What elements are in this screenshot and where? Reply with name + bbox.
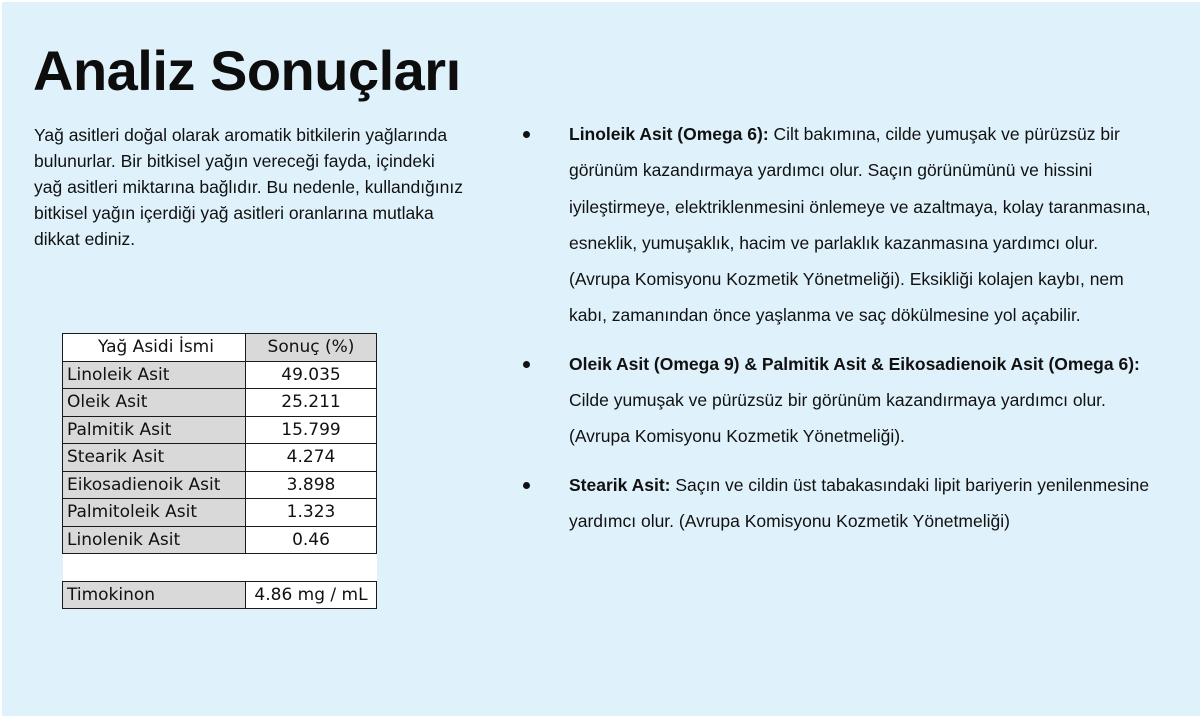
table-header-row	[63, 334, 377, 362]
acid-value-cell: 1.323	[246, 499, 377, 527]
table-row	[63, 361, 377, 389]
thymoquinone-value-cell: 4.86 mg / mL	[246, 581, 377, 609]
benefits-list	[517, 116, 1157, 539]
table-row	[63, 444, 377, 472]
acid-value-cell: 49.035	[246, 361, 377, 389]
table-row	[63, 499, 377, 527]
fatty-acid-table	[62, 333, 377, 609]
table-row	[63, 416, 377, 444]
bullet-heading: Linoleik Asit (Omega 6):	[569, 124, 769, 144]
acid-name-cell: Linolenik Asit	[63, 526, 246, 554]
thymoquinone-row	[63, 581, 377, 609]
acid-value-cell: 3.898	[246, 471, 377, 499]
list-item	[517, 346, 1157, 455]
bullet-icon	[523, 131, 530, 138]
bullet-heading: Stearik Asit:	[569, 474, 671, 495]
bullet-icon	[523, 482, 530, 489]
acid-name-cell: Linoleik Asit	[63, 361, 246, 389]
spacer-cell	[246, 554, 377, 582]
table-row	[63, 471, 377, 499]
acid-name-cell: Palmitik Asit	[63, 416, 246, 444]
page-title: Analiz Sonuçları	[33, 39, 461, 102]
table-row	[63, 526, 377, 554]
bullet-icon	[523, 361, 530, 368]
acid-value-cell: 4.274	[246, 444, 377, 472]
acid-name-cell: Eikosadienoik Asit	[63, 471, 246, 499]
acid-name-cell: Stearik Asit	[63, 444, 246, 472]
column-header-result: Sonuç (%)	[246, 334, 377, 362]
list-item	[517, 467, 1157, 540]
thymoquinone-name-cell: Timokinon	[63, 581, 246, 609]
acid-name-cell: Oleik Asit	[63, 389, 246, 417]
intro-paragraph: Yağ asitleri doğal olarak aromatik bitkilerin yağlarında bulunurlar. Bir bitkisel yağın vereceği fayda, içindeki yağ asitleri miktarına bağlıdır. Bu nedenle, kullandığınız bitkisel yağın içerdiği yağ asitleri oranlarına mutlaka dikkat ediniz.	[34, 125, 463, 249]
bullet-text: Saçın ve cildin üst tabakasındaki lipit bariyerin yenilenmesine yardımcı olur. (Avrupa Komisyonu Kozmetik Yönetmeliği)	[569, 474, 1150, 531]
table-spacer-row	[63, 554, 377, 582]
spacer-cell	[63, 554, 246, 582]
list-item	[517, 116, 1157, 334]
table-row	[63, 389, 377, 417]
bullet-heading: Oleik Asit (Omega 9) & Palmitik Asit & Eikosadienoik Asit (Omega 6):	[569, 353, 1140, 374]
acid-value-cell: 0.46	[246, 526, 377, 554]
column-header-name: Yağ Asidi İsmi	[63, 334, 246, 362]
acid-value-cell: 15.799	[246, 416, 377, 444]
slide-background	[2, 2, 1200, 716]
acid-name-cell: Palmitoleik Asit	[63, 499, 246, 527]
bullet-text: Cilde yumuşak ve pürüzsüz bir görünüm kazandırmaya yardımcı olur. (Avrupa Komisyonu Kozmetik Yönetmeliği).	[569, 390, 1106, 447]
acid-value-cell: 25.211	[246, 389, 377, 417]
bullet-text: Cilt bakımına, cilde yumuşak ve pürüzsüz bir görünüm kazandırmaya yardımcı olur. Saçın görünümünü ve hissini iyileştirmeye, elektriklenmesini önlemeye ve azaltmaya, kolay taranmasına, esneklik, yumuşaklık, hacim ve parlaklık kazanmasına yardımcı olur. (Avrupa Komisyonu Kozmetik Yönetmeliği). Eksikliği kolajen kaybı, nem kabı, zamanından önce yaşlanma ve saç dökülmesine yol açabilir.	[569, 124, 1151, 326]
